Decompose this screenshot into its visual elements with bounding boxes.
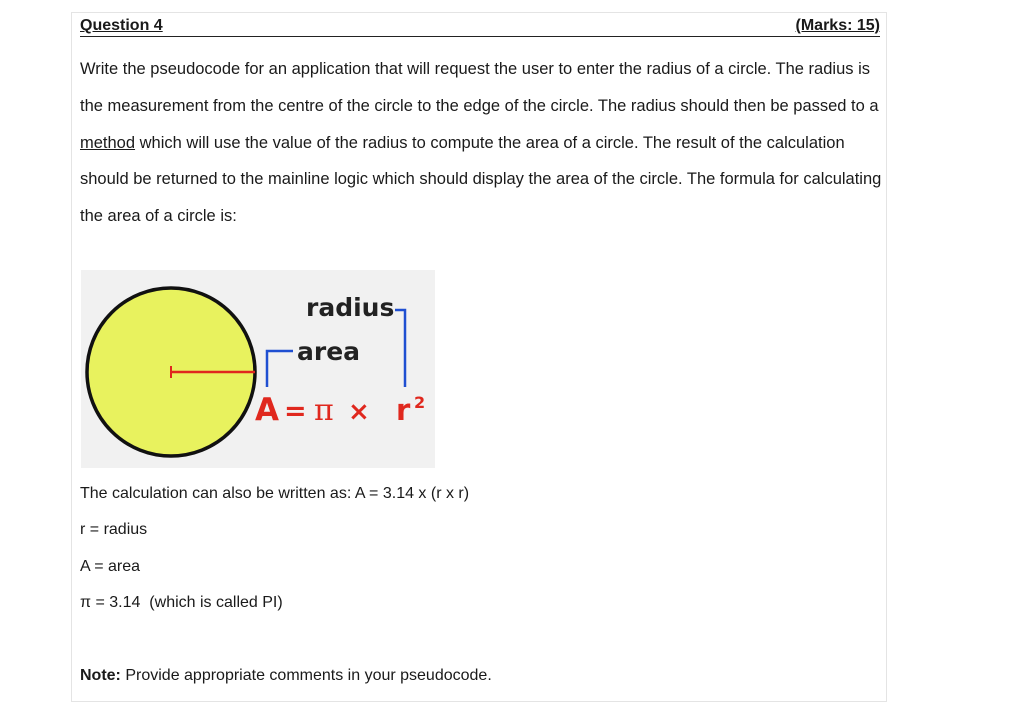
pi-definition: π = 3.14 (which is called PI): [80, 594, 283, 611]
radius-bracket: [395, 310, 405, 387]
formula-a: A: [255, 392, 279, 428]
formula-times: ×: [348, 397, 370, 427]
question-title: Question 4: [80, 17, 163, 34]
r-definition: r = radius: [80, 521, 148, 538]
note-text: Provide appropriate comments in your pseudocode.: [120, 667, 492, 684]
method-word: method: [80, 133, 136, 152]
note-label: Note:: [80, 667, 121, 684]
question-header: [80, 16, 880, 37]
calc-line: The calculation can also be written as: A = 3.14 x (r x r): [80, 485, 470, 502]
formula-r: r: [396, 393, 411, 427]
question-paragraph: [80, 51, 885, 235]
paragraph-part2: which will use the value of the radius to compute the area of a circle. The result of the calculation should be returned to the mainline logic which should display the area of the circle. The formula for calculating the area of a circle is:: [80, 133, 882, 226]
radius-label: radius: [306, 293, 395, 322]
area-formula-diagram: [81, 270, 435, 468]
diagram-svg: [81, 270, 435, 468]
paragraph-part1: Write the pseudocode for an application that will request the user to enter the radius of a circle. The radius is the measurement from the centre of the circle to the edge of the circle. The radius should then be passed to a: [80, 60, 879, 115]
area-bracket: [267, 351, 293, 387]
formula-equals: =: [284, 396, 307, 427]
area-label: area: [297, 337, 361, 366]
note-line: [80, 667, 492, 685]
formula-exponent: 2: [414, 393, 426, 412]
formula-pi: π: [314, 393, 334, 428]
question-marks: (Marks: 15): [795, 17, 880, 34]
a-definition: A = area: [80, 558, 141, 575]
